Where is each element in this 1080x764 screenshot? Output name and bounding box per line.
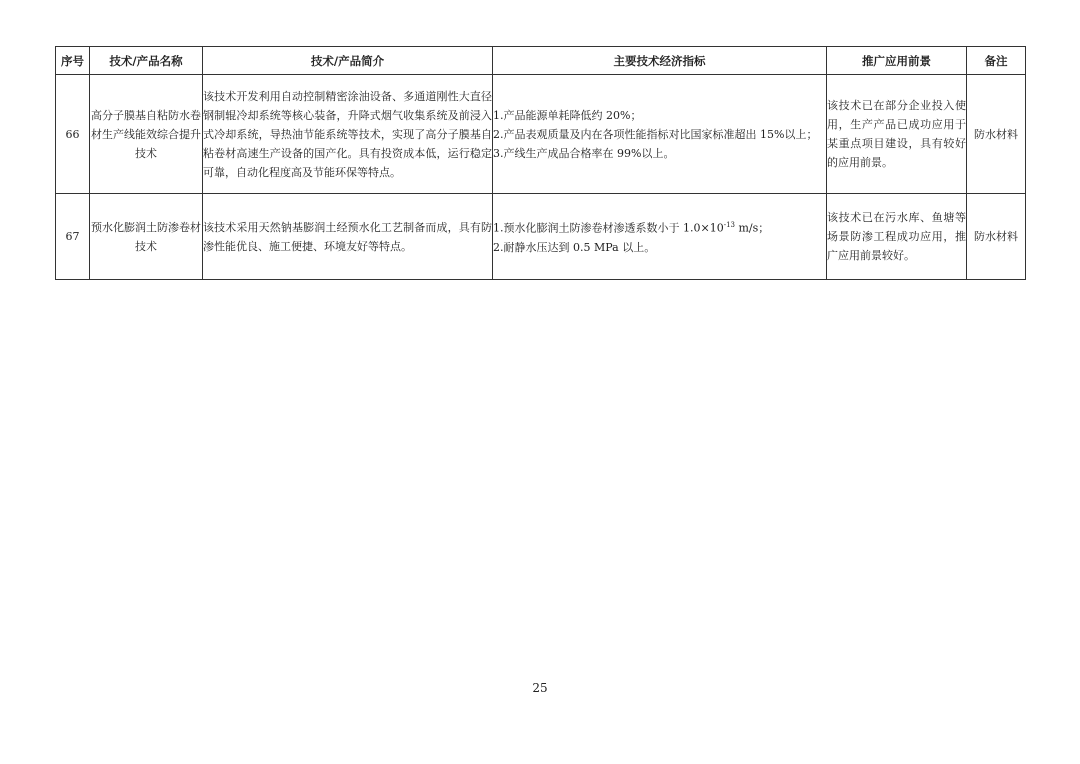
prospect: 该技术已在部分企业投入使用，生产产品已成功应用于某重点项目建设，具有较好的应用前景。 xyxy=(827,75,967,194)
indicators xyxy=(493,194,827,280)
indicator-item: 2.产品表观质量及内在各项性能指标对比国家标准超出 15%以上； xyxy=(493,127,818,141)
table-header-row xyxy=(56,47,1026,75)
remark: 防水材料 xyxy=(967,194,1026,280)
header-no: 序号 xyxy=(56,47,90,75)
indicator-item: 2.耐静水压达到 0.5 MPa 以上。 xyxy=(493,240,656,254)
header-name: 技术/产品名称 xyxy=(90,47,203,75)
indicator-item xyxy=(493,216,826,238)
product-name: 高分子膜基自粘防水卷材生产线能效综合提升技术 xyxy=(90,75,203,194)
row-number: 67 xyxy=(56,194,90,280)
indicators xyxy=(493,75,827,194)
remark: 防水材料 xyxy=(967,75,1026,194)
tech-table xyxy=(55,46,1026,280)
header-prospect: 推广应用前景 xyxy=(827,47,967,75)
exponent: -13 xyxy=(723,221,735,230)
product-intro: 该技术采用天然钠基膨润土经预水化工艺制备而成，具有防渗性能优良、施工便捷、环境友好等特点。 xyxy=(203,194,493,280)
product-name: 预水化膨润土防渗卷材技术 xyxy=(90,194,203,280)
row-number: 66 xyxy=(56,75,90,194)
table-row xyxy=(56,75,1026,194)
product-intro: 该技术开发利用自动控制精密涂油设备、多通道刚性大直径钢制辊冷却系统等核心装备，升降式烟气收集系统及前浸入式冷却系统，导热油节能系统等技术，实现了高分子膜基自粘卷材高速生产设备的国产化。具有投资成本低，运行稳定可靠，自动化程度高及节能环保等特点。 xyxy=(203,75,493,194)
header-intro: 技术/产品简介 xyxy=(203,47,493,75)
prospect: 该技术已在污水库、鱼塘等场景防渗工程成功应用，推广应用前景较好。 xyxy=(827,194,967,280)
indicator-text: 1.预水化膨润土防渗卷材渗透系数小于 1.0×10 xyxy=(493,221,724,235)
header-indicators: 主要技术经济指标 xyxy=(493,47,827,75)
header-remark: 备注 xyxy=(967,47,1026,75)
indicator-unit: m/s； xyxy=(734,221,770,235)
table-row xyxy=(56,194,1026,280)
page-number: 25 xyxy=(532,681,548,695)
indicator-item: 1.产品能源单耗降低约 20%； xyxy=(493,108,642,122)
indicator-item: 3.产线生产成品合格率在 99%以上。 xyxy=(493,146,675,160)
